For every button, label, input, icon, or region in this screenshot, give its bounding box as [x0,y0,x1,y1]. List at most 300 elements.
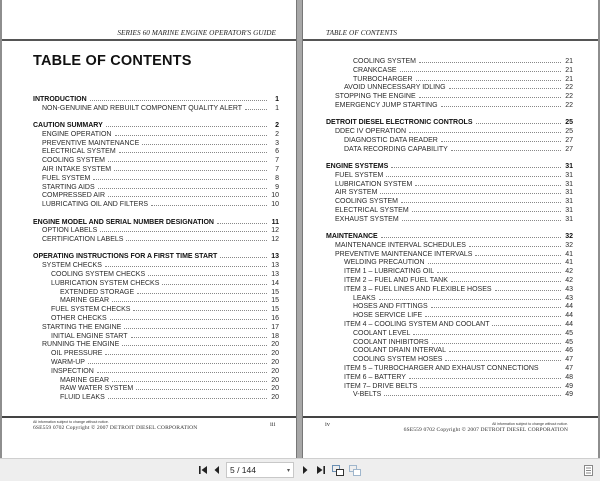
last-page-icon [316,466,325,474]
dot-leader [122,340,267,346]
toc-entry-label: FUEL SYSTEM CHECKS [51,306,131,314]
dot-leader [217,218,267,224]
toc-entry-page: 20 [271,376,279,384]
dot-leader [409,373,561,379]
toc-entry-page: 21 [565,58,573,65]
toc-entry-page: 47 [565,365,573,372]
toc-entry[interactable] [33,393,279,402]
toc-entry-label: AIR SYSTEM [335,189,378,197]
dot-leader [437,267,561,273]
dot-leader [108,191,267,197]
toc-entry-label: ELECTRICAL SYSTEM [335,206,409,214]
dot-leader [451,276,561,282]
toc-entry-page: 14 [271,279,279,287]
document-outline-button[interactable] [582,463,594,477]
dot-leader [384,390,561,396]
single-page-view-icon [349,465,361,476]
toc-entry-page: 44 [565,312,573,320]
toc-entry-label: SYSTEM CHECKS [42,262,102,270]
toc-entry[interactable] [33,252,279,261]
toc-entry-page: 2 [275,130,279,138]
toc-entry[interactable] [326,258,573,267]
dot-leader [131,332,268,338]
toc-entry[interactable] [33,261,279,270]
toc-entry[interactable] [326,373,573,382]
dot-leader [425,311,561,317]
toc-entry-page: 46 [565,347,573,355]
dot-leader [98,183,267,189]
toc-entry-page: 22 [565,84,573,92]
dot-leader [115,130,268,136]
dot-leader [148,270,267,276]
toc-entry-label: CAUTION SUMMARY [33,122,103,130]
toc-entry-label: PREVENTIVE MAINTENANCE INTERVALS [335,250,473,258]
dot-leader [108,156,267,162]
dot-leader [245,104,267,110]
toc-entry-label: EMERGENCY JUMP STARTING [335,101,438,109]
toc-entry[interactable] [326,390,573,399]
toc-entry-label: HOSES AND FITTINGS [353,303,428,311]
dot-leader [415,180,561,186]
toc-entry[interactable] [326,250,573,259]
toc-entry[interactable] [326,338,573,347]
toc-entry[interactable] [326,57,573,66]
toc-entry[interactable] [33,332,279,341]
toc-entry-page: 11 [271,218,279,226]
dot-leader [445,355,561,361]
toc-entry[interactable] [33,121,279,130]
toc-entry[interactable] [326,302,573,311]
next-page-button[interactable] [300,463,310,477]
dot-leader [542,364,561,370]
toc-entry-label: ITEM 4 – COOLING SYSTEM AND COOLANT [344,321,490,329]
toc-entry-page: 48 [565,373,573,381]
toc-entry-label: STARTING THE ENGINE [42,323,122,331]
toc-entry-label: ENGINE SYSTEMS [326,162,389,170]
first-page-button[interactable] [197,463,209,477]
toc-entry-page: 47 [565,356,573,364]
toc-entry-page: 25 [565,128,573,136]
first-page-icon [199,466,208,474]
previous-page-button[interactable] [212,463,222,477]
toc-entry[interactable] [326,197,573,206]
toc-entry-label: PREVENTIVE MAINTENANCE [42,139,140,147]
right-page [303,0,598,458]
toc-entry-page: 22 [565,93,573,101]
dot-leader [100,226,267,232]
toc-entry-label: LUBRICATION SYSTEM [335,180,413,188]
toc-entry-page: 20 [271,385,279,393]
toc-entry-label: STARTING AIDS [42,183,95,191]
running-head: SERIES 60 MARINE ENGINE OPERATOR'S GUIDE [117,29,276,37]
dot-leader [114,165,267,171]
toc-entry-label: ITEM 3 – FUEL LINES AND FLEXIBLE HOSES [344,285,492,293]
toc-entry[interactable] [33,174,279,183]
dot-leader [431,302,561,308]
running-head: TABLE OF CONTENTS [326,29,398,37]
toc-entry-page: 43 [565,285,573,293]
toc-entry[interactable] [326,355,573,364]
toc-entry[interactable] [326,75,573,84]
toc-entry-page: 44 [565,303,573,311]
dot-leader [419,92,561,98]
footer-copyright: 6SE559 0702 Copyright © 2007 DETROIT DIESEL CORPORATION [403,427,568,433]
toc-entry-label: OPTION LABELS [42,227,98,235]
toc-entry-page: 20 [271,394,279,402]
dot-leader [381,232,561,238]
dot-leader [401,197,561,203]
dot-leader [451,145,561,151]
toc-entry-page: 7 [275,157,279,165]
dot-leader [106,121,267,127]
toc-entry[interactable] [33,191,279,200]
page-number: iv [325,421,331,428]
dot-leader [469,241,561,247]
toc-entry-label: INITIAL ENGINE START [51,332,128,340]
dot-leader [402,215,561,221]
toc-entry[interactable] [326,382,573,391]
toc-entry-page: 15 [271,297,279,305]
dot-leader [124,323,267,329]
toc-list-left [33,95,279,402]
toc-entry-label: WARM-UP [51,359,85,367]
toc-entry-page: 31 [565,171,573,179]
toc-entry[interactable] [33,384,279,393]
toc-entry-label: ITEM 5 – TURBOCHARGER AND EXHAUST CONNECTIONS [344,365,539,372]
toc-entry[interactable] [326,320,573,329]
dot-leader [432,338,561,344]
dot-leader [441,136,561,142]
dot-leader [110,314,267,320]
toc-entry-page: 12 [271,227,279,235]
toc-entry-label: COMPRESSED AIR [42,192,106,200]
toc-entry-page: 13 [271,253,279,261]
toc-entry-page: 49 [565,391,573,399]
toc-entry-label: OTHER CHECKS [51,315,107,323]
toc-entry[interactable] [326,162,573,171]
toc-entry-label: FUEL SYSTEM [335,171,384,179]
toc-entry-page: 22 [565,101,573,109]
toc-entry-label: AIR INTAKE SYSTEM [42,166,112,174]
toc-entry-label: ITEM 6 – BATTERY [344,373,406,381]
toc-entry[interactable] [326,276,573,285]
dot-leader [475,250,561,256]
header-rule [2,39,296,41]
footer-note: All information subject to change without notice. [492,422,568,426]
dot-leader [88,358,267,364]
toc-entry[interactable] [33,367,279,376]
toc-entry-label: FLUID LEAKS [60,394,105,402]
toc-entry-page: 31 [565,189,573,197]
toc-entry[interactable] [326,364,573,373]
toc-entry-label: COOLING SYSTEM CHECKS [51,271,146,279]
chevron-down-icon[interactable]: ▾ [286,467,290,474]
toc-entry[interactable] [33,235,279,244]
toc-entry-page: 7 [275,166,279,174]
toc-entry-page: 3 [275,139,279,147]
toc-entry[interactable] [326,346,573,355]
toc-entry-page: 21 [565,66,573,74]
dot-leader [220,252,267,258]
toc-entry-label: ENGINE OPERATION [42,130,112,138]
toc-entry[interactable] [33,376,279,385]
dot-leader [476,118,562,124]
toc-entry-page: 16 [271,315,279,323]
toc-entry[interactable] [326,294,573,303]
toc-entry[interactable] [326,83,573,92]
dot-leader [400,66,561,72]
toc-entry[interactable] [33,226,279,235]
dot-leader [380,188,561,194]
dot-leader [112,376,267,382]
toc-entry[interactable] [33,349,279,358]
toc-entry-label: COOLANT INHIBITORS [353,338,429,346]
toc-entry-label: MARINE GEAR [60,376,110,384]
toc-entry-page: 31 [565,180,573,188]
dot-leader [112,296,267,302]
dot-leader [93,174,267,180]
toc-entry-page: 45 [565,329,573,337]
footer-note: All information subject to change without notice. [33,420,109,424]
dot-leader [379,294,561,300]
dot-leader [137,288,267,294]
toc-entry-label: ITEM 1 – LUBRICATING OIL [344,268,435,276]
toc-entry[interactable] [326,285,573,294]
toc-entry-label: LUBRICATION SYSTEM CHECKS [51,279,160,287]
toc-entry-label: LEAKS [353,294,376,302]
toc-entry-label: COOLING SYSTEM [353,58,417,65]
toc-entry-page: 10 [271,192,279,200]
toc-entry-label: INTRODUCTION [33,96,87,103]
toc-entry-page: 27 [565,145,573,153]
toc-entry-page: 44 [565,321,573,329]
dot-leader [142,139,267,145]
toc-entry[interactable] [33,323,279,332]
toc-entry[interactable] [326,127,573,136]
toc-entry-page: 15 [271,306,279,314]
toc-entry-label: TURBOCHARGER [353,75,413,83]
toc-entry-page: 18 [271,332,279,340]
dot-leader [97,367,267,373]
toc-entry[interactable] [33,218,279,227]
toc-entry[interactable] [33,288,279,297]
toc-entry-label: WELDING PRECAUTION [344,259,425,267]
toc-entry-page: 43 [565,294,573,302]
dot-leader [492,320,561,326]
dot-leader [90,95,267,101]
toc-entry-label: OPERATING INSTRUCTIONS FOR A FIRST TIME START [33,253,218,261]
toc-entry-page: 31 [565,215,573,223]
two-page-view-button[interactable] [331,463,345,477]
dot-leader [126,235,267,241]
toc-entry-label: COOLING SYSTEM HOSES [353,356,443,364]
toc-entry[interactable] [326,66,573,75]
toc-entry[interactable] [33,139,279,148]
toc-entry-label: RUNNING THE ENGINE [42,341,120,349]
toc-entry-label: NON-GENUINE AND REBUILT COMPONENT QUALITY ALERT [42,104,243,112]
dot-leader [416,75,561,81]
toc-entry[interactable] [33,305,279,314]
toc-entry-page: 45 [565,338,573,346]
toc-entry-page: 20 [271,341,279,349]
toc-entry-label: DATA RECORDING CAPABILITY [344,145,448,153]
toc-entry-page: 31 [565,198,573,206]
toc-entry-label: AVOID UNNECESSARY IDLING [344,84,446,92]
previous-page-icon [214,466,220,474]
toc-entry-label: RAW WATER SYSTEM [60,385,134,393]
footer-rule [2,416,296,418]
toc-entry-page: 8 [275,174,279,182]
dot-leader [391,162,561,168]
dot-leader [428,258,561,264]
toc-entry[interactable] [326,232,573,241]
left-page [2,0,296,458]
toc-entry-label: DDEC IV OPERATION [335,128,407,136]
toc-entry-label: INSPECTION [51,367,94,375]
two-page-view-icon [332,465,344,476]
toc-entry-page: 20 [271,359,279,367]
toc-entry[interactable] [326,118,573,127]
toc-entry[interactable] [326,92,573,101]
toc-entry[interactable] [33,270,279,279]
toc-entry-label: HOSE SERVICE LIFE [353,312,423,320]
toc-entry[interactable] [326,329,573,338]
toc-entry-page: 21 [565,75,573,83]
toc-entry-label: OIL PRESSURE [51,350,103,358]
dot-leader [495,285,561,291]
page-number: iii [270,421,276,428]
toc-entry[interactable] [33,279,279,288]
toc-entry[interactable] [33,340,279,349]
toc-entry[interactable] [33,200,279,209]
toc-entry-page: 49 [565,382,573,390]
toc-entry-label: MARINE GEAR [60,297,110,305]
toc-entry-label: COOLANT LEVEL [353,329,411,337]
toc-entry-page: 1 [275,96,279,103]
toc-entry-page: 13 [271,271,279,279]
toc-entry[interactable] [326,171,573,180]
toc-entry[interactable] [326,188,573,197]
dot-leader [413,329,561,335]
footer-copyright: 6SE559 0702 Copyright © 2007 DETROIT DIESEL CORPORATION [33,425,198,431]
dot-leader [441,101,561,107]
toc-entry-label: STOPPING THE ENGINE [335,93,416,101]
toc-entry-label: COOLING SYSTEM [42,157,106,165]
toc-entry-label: DIAGNOSTIC DATA READER [344,136,438,144]
dot-leader [133,305,267,311]
dot-leader [412,206,561,212]
toc-entry-page: 32 [565,241,573,249]
toc-entry[interactable] [33,104,279,113]
toc-entry[interactable] [326,206,573,215]
dot-leader [105,261,267,267]
toc-entry-label: ITEM 7– DRIVE BELTS [344,382,418,390]
toc-entry[interactable] [326,267,573,276]
toc-entry-label: COOLANT DRAIN INTERVAL [353,347,446,355]
toc-entry-label: COOLING SYSTEM [335,198,399,206]
toc-entry-page: 17 [271,323,279,331]
toc-entry-page: 15 [271,288,279,296]
dot-leader [449,83,561,89]
toc-entry[interactable] [33,183,279,192]
dot-leader [136,384,267,390]
toc-entry-page: 20 [271,367,279,375]
page-title: TABLE OF CONTENTS [33,53,192,69]
toc-entry[interactable] [326,180,573,189]
toc-entry-page: 41 [565,259,573,267]
page-number-field[interactable] [226,462,294,478]
page-indicator: 5 / 144 [230,465,256,475]
toc-entry[interactable] [326,136,573,145]
toc-entry-page: 31 [565,162,573,170]
toc-entry[interactable] [33,296,279,305]
document-outline-icon [584,465,593,476]
toc-entry-page: 1 [275,104,279,112]
toc-entry-label: DETROIT DIESEL ELECTRONIC CONTROLS [326,119,473,127]
toc-entry-page: 31 [565,206,573,214]
toc-entry-page: 20 [271,350,279,358]
toc-entry[interactable] [33,130,279,139]
toc-entry-label: MAINTENANCE INTERVAL SCHEDULES [335,241,466,249]
toc-entry[interactable] [33,156,279,165]
toc-entry-label: FUEL SYSTEM [42,174,91,182]
toc-entry-page: 32 [565,233,573,241]
single-page-view-button[interactable] [348,463,362,477]
last-page-button[interactable] [314,463,326,477]
toc-entry-label: LUBRICATING OIL AND FILTERS [42,201,149,209]
next-page-icon [302,466,308,474]
dot-leader [409,127,561,133]
toc-entry-page: 9 [275,183,279,191]
toc-entry-label: CERTIFICATION LABELS [42,236,124,244]
toc-entry[interactable] [33,165,279,174]
toc-entry-page: 41 [565,250,573,258]
page-spine [296,0,303,458]
dot-leader [162,279,267,285]
footer-rule [303,416,598,418]
toc-entry[interactable] [326,241,573,250]
toc-entry[interactable] [326,101,573,110]
toc-entry-page: 25 [565,119,573,127]
dot-leader [420,382,561,388]
toc-entry-page: 42 [565,268,573,276]
toc-entry-page: 12 [271,236,279,244]
toc-entry-page: 27 [565,136,573,144]
dot-leader [449,346,561,352]
toc-entry[interactable] [33,358,279,367]
toc-entry[interactable] [326,311,573,320]
dot-leader [419,57,561,63]
dot-leader [386,171,561,177]
toc-entry-page: 13 [271,262,279,270]
toc-entry[interactable] [33,147,279,156]
toc-entry[interactable] [33,95,279,104]
toc-entry-label: ELECTRICAL SYSTEM [42,148,116,156]
toc-entry-page: 2 [275,122,279,130]
toc-entry-label: EXHAUST SYSTEM [335,215,399,223]
toc-entry[interactable] [326,215,573,224]
viewer-toolbar [0,458,600,481]
toc-entry[interactable] [33,314,279,323]
toc-entry[interactable] [326,145,573,154]
header-rule [303,39,598,41]
toc-entry-label: ENGINE MODEL AND SERIAL NUMBER DESIGNATION [33,218,214,226]
dot-leader [119,147,267,153]
toc-entry-label: MAINTENANCE [326,233,378,241]
toc-entry-label: ITEM 2 – FUEL AND FUEL TANK [344,277,448,285]
toc-entry-label: V-BELTS [353,391,382,399]
toc-list-right [326,57,573,399]
